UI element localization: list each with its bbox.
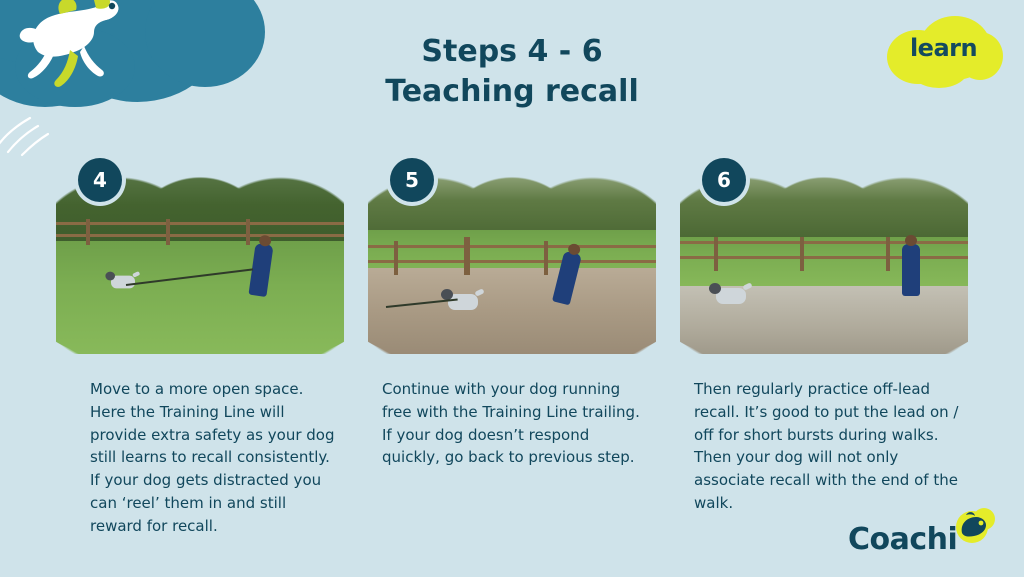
coachi-wordmark: Coachi xyxy=(848,522,958,557)
step-card xyxy=(368,166,656,538)
page-title xyxy=(0,32,1024,112)
fence-post xyxy=(246,219,250,245)
fence-rail xyxy=(368,260,656,263)
step-photo xyxy=(368,166,656,354)
gate-post xyxy=(464,237,470,275)
grass-field xyxy=(680,237,968,290)
dog-figure xyxy=(716,288,746,304)
coachi-logo xyxy=(848,503,998,561)
fence-post xyxy=(714,237,718,271)
grass-field xyxy=(56,241,344,354)
step-card xyxy=(56,166,344,538)
fence-rail xyxy=(680,241,968,244)
fence-post xyxy=(544,241,548,275)
fence-post xyxy=(800,237,804,271)
fence-post xyxy=(166,219,170,245)
page-title-line-2: Teaching recall xyxy=(385,73,639,109)
fence-rail xyxy=(56,234,344,237)
fence-post xyxy=(886,237,890,271)
handler-figure xyxy=(902,244,920,296)
learn-badge-label: learn xyxy=(909,34,978,62)
steps-row xyxy=(56,166,968,538)
step-number-badge: 4 xyxy=(78,158,122,202)
coachi-dog-icon xyxy=(950,503,998,547)
gate-post xyxy=(394,241,398,275)
dog-figure xyxy=(448,294,478,310)
fence-rail xyxy=(368,245,656,248)
step-card xyxy=(680,166,968,538)
fence-post xyxy=(86,219,90,245)
fence-rail xyxy=(680,256,968,259)
step-caption: Move to a more open space. Here the Training Line will provide extra safety as your dog still learns to recall consistently. If your dog gets distracted you can ‘reel’ them in and still reward for recall. xyxy=(90,380,335,535)
step-number-badge: 5 xyxy=(390,158,434,202)
sandy-track xyxy=(368,268,656,354)
dog-figure xyxy=(111,276,135,289)
step-photo xyxy=(56,166,344,354)
step-caption: Then regularly practice off-lead recall. It’s good to put the lead on / off for short bursts during walks. Then your dog will not only associate recall with the end of the walk. xyxy=(694,380,959,512)
page-title-line-1: Steps 4 - 6 xyxy=(421,34,603,69)
fence-rail xyxy=(56,222,344,225)
step-caption: Continue with your dog running free with the Training Line trailing. If your dog doesn’t respond quickly, go back to previous step. xyxy=(382,380,640,467)
step-number-badge: 6 xyxy=(702,158,746,202)
step-photo xyxy=(680,166,968,354)
